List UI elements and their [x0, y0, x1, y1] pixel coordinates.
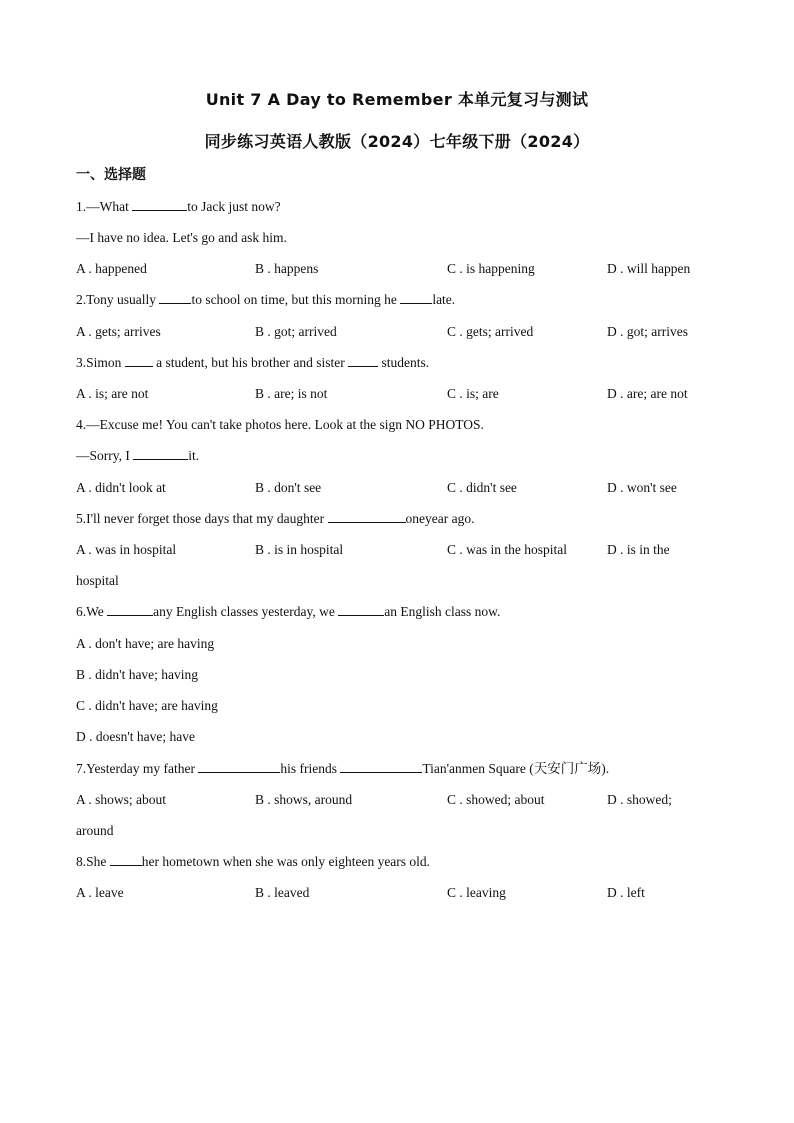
question-1-reply: —I have no idea. Let's go and ask him.: [76, 230, 287, 245]
option-b: B . shows, around: [255, 792, 353, 807]
option-a: A . is; are not: [76, 386, 149, 401]
option-d-wrap: hospital: [76, 573, 119, 588]
answer-blank: [125, 354, 153, 367]
option-c: C . didn't have; are having: [76, 698, 218, 713]
answer-blank: [159, 291, 191, 304]
option-c: C . didn't see: [447, 480, 517, 495]
option-a: A . shows; about: [76, 792, 167, 807]
option-b: B . are; is not: [255, 386, 328, 401]
option-a: A . was in hospital: [76, 542, 177, 557]
option-b: B . got; arrived: [255, 324, 337, 339]
option-b: B . happens: [255, 261, 319, 276]
answer-blank: [107, 603, 153, 616]
page-title: Unit 7 A Day to Remember 本单元复习与测试: [205, 90, 589, 109]
answer-blank: [198, 760, 280, 773]
option-b: B . didn't have; having: [76, 667, 199, 682]
option-a: A . happened: [76, 261, 147, 276]
option-c: C . is happening: [447, 261, 535, 276]
answer-blank: [348, 354, 378, 367]
question-2-stem: 2.Tony usually to school on time, but this morning he late.: [76, 292, 456, 307]
option-b: B . is in hospital: [255, 542, 344, 557]
page-subtitle: 同步练习英语人教版（2024）七年级下册（2024）: [204, 132, 590, 151]
option-a: A . don't have; are having: [76, 636, 215, 651]
answer-blank: [340, 760, 422, 773]
option-d: D . won't see: [607, 480, 677, 495]
option-c: C . showed; about: [447, 792, 545, 807]
option-d: D . will happen: [607, 261, 691, 276]
answer-blank: [110, 853, 142, 866]
option-c: C . is; are: [447, 386, 499, 401]
question-4-stem: 4.—Excuse me! You can't take photos here. Look at the sign NO PHOTOS.: [76, 417, 484, 432]
option-d: D . left: [607, 885, 645, 900]
answer-blank: [400, 291, 432, 304]
option-b: B . leaved: [255, 885, 310, 900]
option-b: B . don't see: [255, 480, 322, 495]
option-a: A . didn't look at: [76, 480, 166, 495]
option-a: A . gets; arrives: [76, 324, 161, 339]
option-c: C . gets; arrived: [447, 324, 534, 339]
question-4-reply: —Sorry, I it.: [76, 448, 200, 463]
option-d: D . showed;: [607, 792, 672, 807]
option-d: D . are; are not: [607, 386, 688, 401]
option-d-wrap: around: [76, 823, 114, 838]
question-6-stem: 6.We any English classes yesterday, we an English class now.: [76, 604, 501, 619]
question-5-stem: 5.I'll never forget those days that my daughter oneyear ago.: [76, 511, 475, 526]
question-1-stem: 1.—What to Jack just now?: [76, 199, 281, 214]
option-d: D . got; arrives: [607, 324, 688, 339]
answer-blank: [133, 447, 188, 460]
option-d: D . is in the: [607, 542, 670, 557]
option-d: D . doesn't have; have: [76, 729, 196, 744]
question-8-stem: 8.She her hometown when she was only eighteen years old.: [76, 854, 431, 869]
option-c: C . leaving: [447, 885, 506, 900]
question-7-stem: 7.Yesterday my father his friends Tian'anmen Square (天安门广场).: [76, 761, 610, 776]
section-title: 一、选择题: [76, 167, 146, 183]
option-a: A . leave: [76, 885, 124, 900]
answer-blank: [338, 603, 384, 616]
question-3-stem: 3.Simon a student, but his brother and sister students.: [76, 355, 430, 370]
answer-blank: [328, 510, 406, 523]
answer-blank: [132, 198, 187, 211]
option-c: C . was in the hospital: [447, 542, 567, 557]
